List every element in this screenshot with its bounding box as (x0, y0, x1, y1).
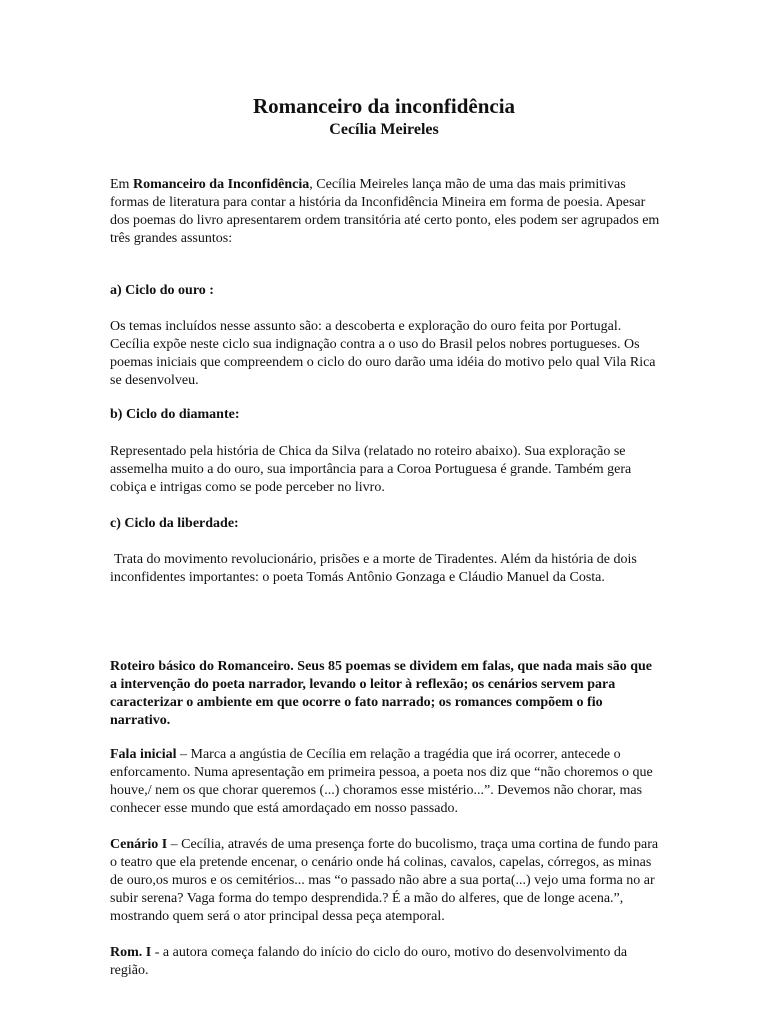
intro-pre: Em (110, 177, 133, 192)
cenario-1-text: – Cecília, através de uma presença forte do bucolismo, traça uma cortina de fundo para o teatro que ela pretende encenar, o cenário onde há colinas, cavalos, capelas, córregos, as minas de ouro,os muros e os cemitérios... mas “o passado não abre a sua porta(...) vejo uma forma no ar subir serena? Vaga forma do tempo desprendida.? É a mão do alferes, que de longe acena.”, mostrando quem será o ator principal dessa peça atemporal. (110, 837, 659, 924)
fala-inicial-text: – Marca a angústia de Cecília em relação a tragédia que irá ocorrer, antecede o enforcamento. Numa apresentação em primeira pessoa, a poeta nos diz que “não choremos o que houve,/ nem os que chorar queremos (...) choramos esse mistério...”. Devemos não chorar, mas conhecer esse mundo que está amordaçado em nosso passado. (110, 747, 653, 816)
intro-post: , Cecília Meireles lança mão de uma das mais primitivas formas de literatura para contar a história da Inconfidência Mineira em forma de poesia. Apesar dos poemas do livro apresentarem ordem transitória até certo ponto, eles podem ser agrupados em três grandes assuntos: (110, 177, 660, 246)
document-author: Cecília Meireles (329, 121, 439, 138)
document-title: Romanceiro da inconfidência (252, 94, 516, 118)
section-b-body: Representado pela história de Chica da Silva (relatado no roteiro abaixo). Sua exploração se assemelha muito a do ouro, sua importância para a Coroa Portuguesa é grande. Também gera cobiça e intrigas como se pode perceber no livro. (110, 444, 632, 495)
rom-1-label: Rom. I (110, 945, 152, 960)
rom-1-text: - a autora começa falando do início do ciclo do ouro, motivo do desenvolvimento da região. (110, 945, 628, 978)
section-b-heading: b) Ciclo do diamante: (110, 407, 240, 422)
fala-inicial-paragraph (110, 746, 662, 818)
intro-paragraph (110, 176, 662, 248)
section-a-body: Os temas incluídos nesse assunto são: a descoberta e exploração do ouro feita por Portugal. Cecília expõe neste ciclo sua indignação contra a o uso do Brasil pelos nobres portugueses. Os poemas iniciais que compreendem o ciclo do ouro darão uma idéia do motivo pelo qual Vila Rica se desenvolveu. (110, 319, 656, 388)
section-a-heading: a) Ciclo do ouro : (110, 283, 214, 298)
roteiro-intro: Roteiro básico do Romanceiro. Seus 85 poemas se dividem em falas, que nada mais são que a intervenção do poeta narrador, levando o leitor à reflexão; os cenários servem para caracterizar o ambiente em que ocorre o fato narrado; os romances compõem o fio narrativo. (110, 659, 653, 728)
intro-book-title: Romanceiro da Inconfidência (132, 177, 310, 192)
section-c-body: Trata do movimento revolucionário, prisões e a morte de Tiradentes. Além da história de dois inconfidentes importantes: o poeta Tomás Antônio Gonzaga e Cláudio Manuel da Costa. (110, 552, 637, 585)
fala-inicial-label: Fala inicial (110, 747, 177, 762)
cenario-1-paragraph (110, 836, 662, 926)
cenario-1-label: Cenário I (110, 837, 168, 852)
rom-1-paragraph (110, 944, 662, 980)
section-c-heading: c) Ciclo da liberdade: (110, 516, 239, 531)
